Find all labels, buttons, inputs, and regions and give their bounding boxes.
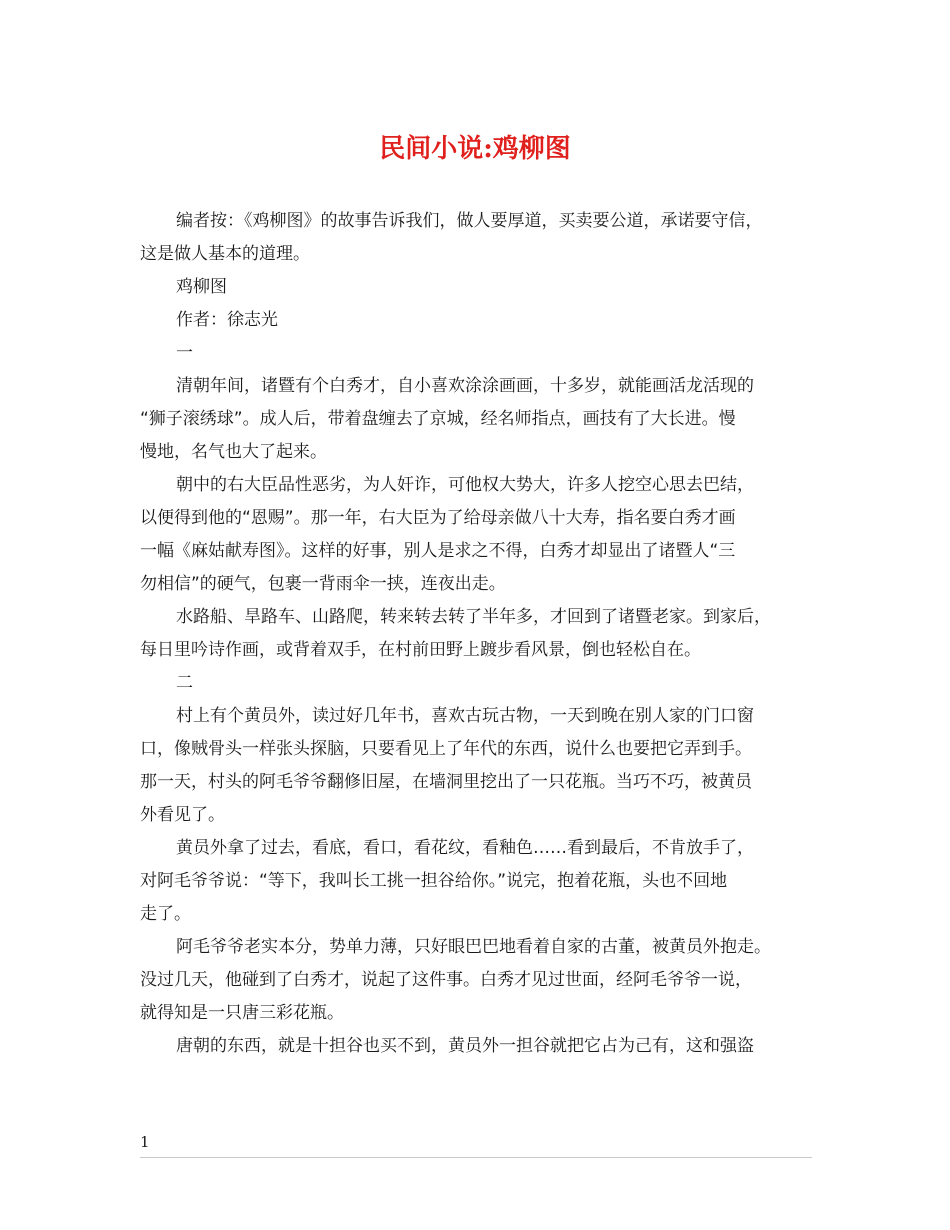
text-line: 以便得到他的“恩赐”。那一年，右大臣为了给母亲做八十大寿，指名要白秀才画 bbox=[140, 508, 736, 528]
text-line: 对阿毛爷爷说：“等下，我叫长工挑一担谷给你。”说完，抱着花瓶，头也不回地 bbox=[140, 871, 728, 891]
document-title: 民间小说:鸡柳图 bbox=[379, 134, 571, 164]
text-line: 唐朝的东西，就是十担谷也买不到，黄员外一担谷就把它占为己有，这和强盗 bbox=[176, 1036, 754, 1056]
footer-divider bbox=[140, 1157, 812, 1158]
page-number: 1 bbox=[140, 1133, 150, 1151]
text-line: 慢地，名气也大了起来。 bbox=[140, 442, 327, 462]
text-line: 那一天，村头的阿毛爷爷翻修旧屋，在墙洞里挖出了一只花瓶。当巧不巧，被黄员 bbox=[140, 772, 752, 792]
text-line: 编者按：《鸡柳图》的故事告诉我们，做人要厚道，买卖要公道，承诺要守信， bbox=[176, 211, 763, 231]
text-line: 一 bbox=[176, 343, 193, 363]
text-line: 黄员外拿了过去，看底，看口，看花纹，看釉色……看到最后，不肯放手了， bbox=[176, 838, 754, 858]
text-line: 作者：徐志光 bbox=[176, 310, 278, 330]
text-line: 口，像贼骨头一样张头探脑，只要看见上了年代的东西，说什么也要把它弄到手。 bbox=[140, 739, 752, 759]
text-line: 勿相信”的硬气，包裹一背雨伞一挟，连夜出走。 bbox=[140, 574, 506, 594]
text-line: 朝中的右大臣品性恶劣，为人奸诈，可他权大势大，许多人挖空心思去巴结， bbox=[176, 475, 754, 495]
text-line: 清朝年间，诸暨有个白秀才，自小喜欢涂涂画画，十多岁，就能画活龙活现的 bbox=[176, 376, 754, 396]
text-line: 阿毛爷爷老实本分，势单力薄，只好眼巴巴地看着自家的古董，被黄员外抱走。 bbox=[176, 937, 771, 957]
text-line: 走了。 bbox=[140, 904, 191, 924]
text-line: 这是做人基本的道理。 bbox=[140, 244, 310, 264]
text-line: 二 bbox=[176, 673, 193, 693]
text-line: 一幅《麻姑献寿图》。这样的好事，别人是求之不得，白秀才却显出了诸暨人“三 bbox=[140, 541, 736, 561]
text-line: 鸡柳图 bbox=[176, 277, 227, 297]
text-line: “狮子滚绣球”。成人后，带着盘缠去了京城，经名师指点，画技有了大长进。慢 bbox=[140, 409, 736, 429]
text-line: 水路船、旱路车、山路爬，转来转去转了半年多，才回到了诸暨老家。到家后， bbox=[176, 607, 771, 627]
text-line: 外看见了。 bbox=[140, 805, 225, 825]
text-line: 没过几天，他碰到了白秀才，说起了这件事。白秀才见过世面，经阿毛爷爷一说， bbox=[140, 970, 752, 990]
text-line: 村上有个黄员外，读过好几年书，喜欢古玩古物，一天到晚在别人家的门口窗 bbox=[176, 706, 754, 726]
document-body bbox=[140, 205, 832, 1063]
text-line: 每日里吟诗作画，或背着双手，在村前田野上踱步看风景，倒也轻松自在。 bbox=[140, 640, 701, 660]
text-line: 就得知是一只唐三彩花瓶。 bbox=[140, 1003, 344, 1023]
